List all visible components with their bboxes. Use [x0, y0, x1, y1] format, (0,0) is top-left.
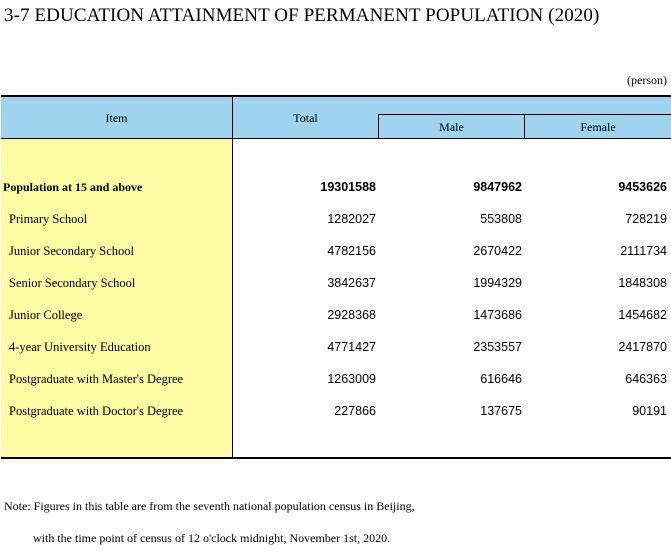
row-female: 9453626	[618, 180, 667, 194]
table-row	[0, 363, 671, 395]
column-header-total: Total	[293, 111, 318, 125]
footnote-line-2: with the time point of census of 12 o'clock midnight, November 1st, 2020.	[33, 531, 391, 545]
row-male: 9847962	[473, 180, 522, 194]
column-header-male: Male	[439, 120, 464, 134]
table-body	[0, 171, 671, 427]
row-item: Junior Secondary School	[9, 244, 134, 258]
table-row	[0, 203, 671, 235]
row-male: 2670422	[473, 244, 522, 258]
column-header-female: Female	[580, 120, 616, 134]
row-male: 616646	[480, 372, 522, 386]
table-row	[0, 267, 671, 299]
column-header-item: Item	[105, 111, 128, 125]
row-male: 1473686	[473, 308, 522, 322]
row-female: 90191	[632, 404, 667, 418]
row-female: 728219	[625, 212, 667, 226]
row-item: Primary School	[9, 212, 88, 226]
table-row	[0, 171, 671, 203]
row-total: 4782156	[327, 244, 376, 258]
row-female: 1454682	[618, 308, 667, 322]
table-row	[0, 395, 671, 427]
row-total: 1282027	[327, 212, 376, 226]
row-male: 2353557	[473, 340, 522, 354]
row-female: 2111734	[620, 244, 667, 258]
table-row	[0, 235, 671, 267]
row-total: 19301588	[320, 180, 376, 194]
row-item: Population at 15 and above	[3, 180, 143, 194]
table-bottom-border	[1, 457, 671, 459]
row-total: 227866	[334, 404, 376, 418]
row-total: 2928368	[327, 308, 376, 322]
row-male: 137675	[480, 404, 522, 418]
page-title: 3-7 EDUCATION ATTAINMENT OF PERMANENT POPULATION (2020)	[4, 5, 600, 26]
row-item: 4-year University Education	[9, 340, 151, 354]
row-male: 553808	[480, 212, 522, 226]
table-row	[0, 331, 671, 363]
row-female: 1848308	[618, 276, 667, 290]
row-item: Senior Secondary School	[9, 276, 136, 290]
row-female: 646363	[625, 372, 667, 386]
footnote-line-1: Note: Figures in this table are from the seventh national population census in Beijing,	[4, 499, 415, 513]
header-bottom-border	[1, 138, 671, 139]
unit-label: (person)	[627, 73, 667, 87]
row-item: Postgraduate with Master's Degree	[9, 372, 184, 386]
table-row	[0, 299, 671, 331]
row-item: Postgraduate with Doctor's Degree	[9, 404, 184, 418]
row-male: 1994329	[473, 276, 522, 290]
row-female: 2417870	[618, 340, 667, 354]
row-total: 1263009	[327, 372, 376, 386]
row-total: 4771427	[327, 340, 376, 354]
row-item: Junior College	[9, 308, 83, 322]
row-total: 3842637	[327, 276, 376, 290]
